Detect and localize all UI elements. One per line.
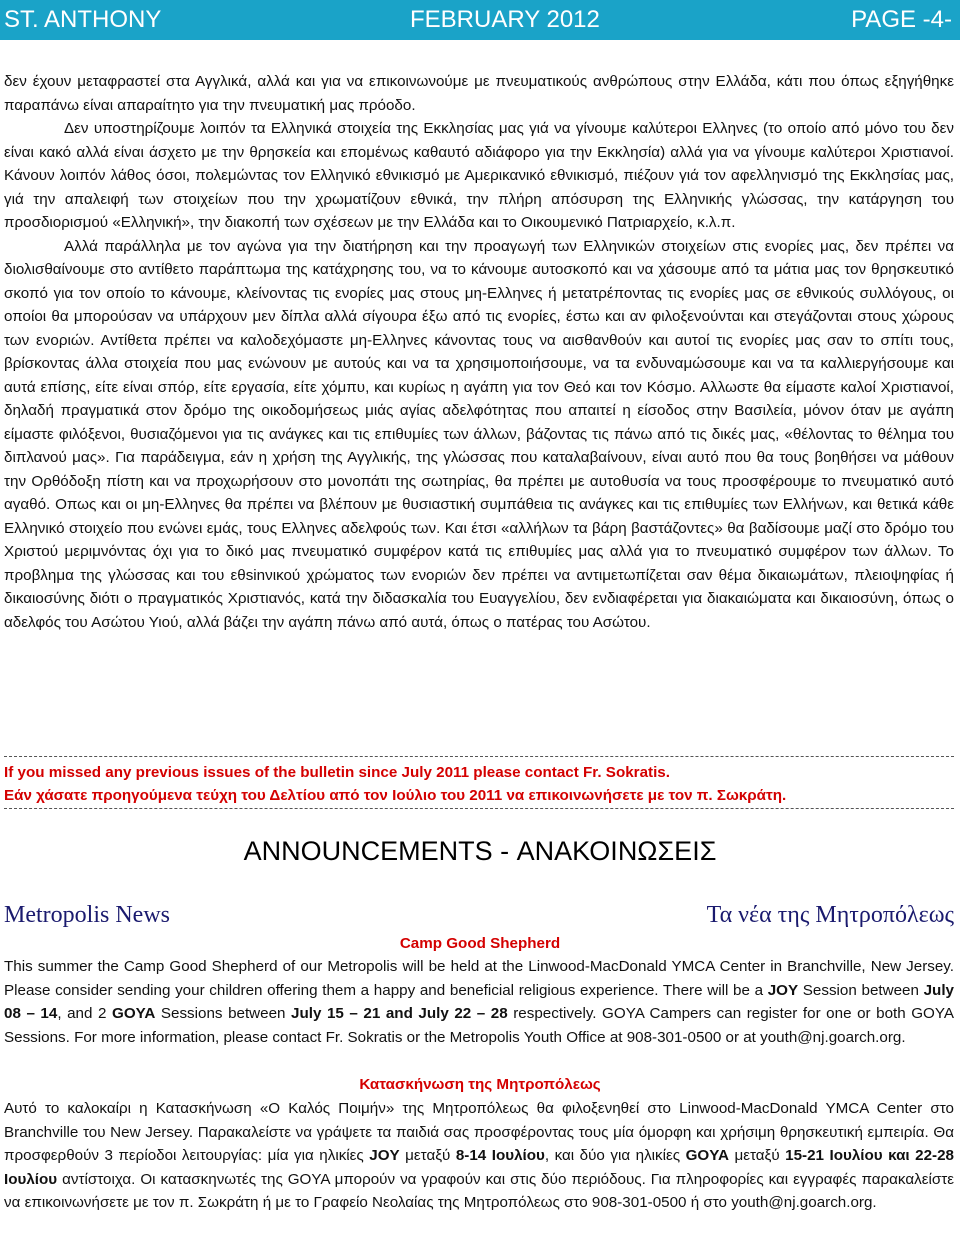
camp-body-english: This summer the Camp Good Shepherd of our Metropolis will be held at the Linwood-MacDonald YMCA Center in Branchville, New Jersey. Please consider sending your children offering them a happy and beneficial religious experience. There will be a JOY Session between July 08 – 14, and 2 GOYA Sessions between July 15 – 21 and July 22 – 28 respectively. GOYA Campers can register for one or both GOYA Sessions. For more information, please contact Fr. Sokratis or the Metropolis Youth Office at 908-301-0500 or at youth@nj.goarch.org. — [4, 958, 954, 1046]
article-paragraph-3: Αλλά παράλληλα με τον αγώνα για την διατήρηση και την προαγωγή των Ελληνικών στοιχείων στις ενορίες μας, δεν πρέπει να διολισθαίνουμε στο αντίθετο παράπτωμα της κατάχρησης του, να το κάνουμε αυτοσκοπό και να χάσουμε από τα μάτια μας τον θρησκευτικό σκοπό για τον οποίο το κάνουμε, κλείνοντας τις ενορίες μας στους μη-Ελληνες ή μετατρέποντας τις ενορίες μας σε εθνικούς συλλόγους, οι οποίοι θα μπορούσαν να υπάρχουν μεν δίπλα αλλά σίγουρα έξω από τις ενορίες, έστω και αν φιλοξενούνται και στεγάζονται στους χώρους των ενοριών. Αντίθετα πρέπει να καλοδεχόμαστε μη-Ελληνες κάνοντας τους να αισθανθούν και αυτοί τις ενορίες μας σαν το σπίτι τους, βρίσκοντας άλλα στοιχεία που μας ενώνουν με αυτούς και να τα χρησιμοποιήσουμε, να τα ενδυναμώσουμε και να τα καλλιεργήσουμε και αυτά επίσης, είτε είναι σπόρ, είτε εργασία, είτε χόμπυ, και κυρίως η αγάπη για τον Θεό και τον Κόσμο. Αλλωστε θα είμαστε καλοί Χριστιανοί, δηλαδή πραγματικά στον δρόμο της οικοδομήσεως μιάς αγίας αδελφότητας που απαιτεί η είσοδος στην Βασιλεία, μόνον όταν με αγάπη είμαστε φιλόξενοι, θυσιαζόμενοι για τις ανάγκες και τις επιθυμίες των άλλων, βάζοντας τις πάνω από τις δικές μας, «θέλοντας το θέλημα του διπλανού μας». Για παράδειγμα, εάν η χρήση της Αγγλικής, της γλώσσας που καταλαβαίνουν, είναι αυτό που θα τους βοηθήσει να μάθουν την Ορθόδοξη πίστη και να προχωρήσουν στο μονοπάτι της σωτηρίας, θα πρέπει με αυτοθυσία να τους προσφέρουμε το πνευματικό αυτό αγαθό. Οπως και οι μη-Ελληνες θα πρέπει να βλέπουν με θυσιαστική συμπάθεια τις ανάγκες και τις επιθυμίες των Ελλήνων, και θετικά κάθε Ελληνικό στοιχείο που ενώνει εμάς, τους Ελληνες αδελφούς των. Και έτσι «αλλήλων τα βάρη βαστάζοντες» θα βαδίσουμε μαζί στο δρόμο του Χριστού μεριμνόντας όχι για το δικό μας πνευματικό συμφέρον κατά τις επιθυμίες μας αλλά για το πνευματικό συμφέρον των άλλων. Το προβλημα της γλώσσας και του εθsinνικού χρώματος των ενοριών δεν πρέπει να αντιμετωπίζεται σαν θέμα δικαιωμάτων, πλειοψηφίας ή δικαιοσύνης διότι ο πραγματικός Χριστιανός, κατά την διδασκαλία του Ευαγγελίου, δεν ενδιαφέρεται για διακαιώματα και δικαιοσύνη, όπως ο αδελφός του Ασώτου Υιού, αλλά βάζει την αγάπη πάνω από αυτά, όπως ο πατέρας του Ασώτου. — [4, 237, 954, 631]
article-body — [4, 70, 954, 634]
page-header — [0, 0, 960, 40]
metropolis-news-english: Metropolis News — [4, 902, 170, 928]
camp-body-greek: Αυτό το καλοκαίρι η Κατασκήνωση «Ο Καλός Ποιμήν» της Μητροπόλεως θα φιλοξενηθεί στο Linwood-MacDonald YMCA Center στο Branchville του New Jersey. Παρακαλείστε να γράψετε τα παιδιά σας προσφέροντας τους μία όμορφη και χρήσιμη θρησκευτική εμπειρία. Θα προσφερθούν 3 περίοδοι λειτουργίας: μία για ηλικίες JOY μεταξύ 8-14 Ιουλίου, και δύο για ηλικίες GOYA μεταξύ 15-21 Ιουλίου και 22-28 Ιουλίου αντίστοιχα. Οι κατασκηνωτές της GOYA μπορούν να γραφούν και στις δύο περιόδους. Για πληροφορίες και εγγραφές παρακαλείστε να επικοινωνήσετε με τον π. Σωκράτη ή με το Γραφείο Νεολαίας της Μητροπόλεως στο 908-301-0500 ή στο youth@nj.goarch.org. — [4, 1100, 954, 1212]
article-paragraph-1: δεν έχουν μεταφραστεί στα Αγγλικά, αλλά και για να επικοινωνούμε με πνευματικούς ανθρώπους στην Ελλάδα, κάτι που όπως εξηγήθηκε παραπάνω είναι απαραίτητο για την πνευματική μας πρόοδο. — [4, 73, 954, 114]
notice-greek: Εάν χάσατε προηγούμενα τεύχη του Δελτίου από τον Ιούλιο του 2011 να επικοινωνήσετε με τον π. Σωκράτη. — [4, 787, 787, 804]
header-page-number: PAGE -4- — [851, 6, 952, 33]
notice-divider — [4, 808, 954, 809]
announcements-title: ANNOUNCEMENTS - ΑΝΑΚΟΙΝΩΣΕΙΣ — [243, 836, 717, 866]
section-divider — [4, 756, 954, 757]
header-issue-date: FEBRUARY 2012 — [410, 6, 600, 33]
article-paragraph-2: Δεν υποστηρίζουμε λοιπόν τα Ελληνικά στοιχεία της Εκκλησίας μας γιά να γίνουμε καλύτεροι Ελληνες (το οποίο από μόνο του δεν είναι κακό αλλά είναι άσχετο με την θρησκεία και επομένως καθαυτό αδιάφορο για την Εκκλησία) αλλά για να γίνουμε καλύτεροι Χριστιανοί. Κάνουν λοιπόν λάθος όσοι, πολεμώντας τον Ελληνικό εθνικισμό με Αμερικανικό εθνικισμό, πιέζουν γιά τον αφελληνισμό της Εκκλησίας μας, γιά την απαλειφή των στοιχείων που την χρωματίζουν εθνικά, την πλήρη απόσυρση της Ελληνικής γλώσσας, την κατάργηση του προσδιορισμού «Ελληνική», την διακοπή των σχέσεων με την Ελλάδα και το Οικουμενικό Πατριαρχείο, κ.λ.π. — [4, 120, 954, 231]
metropolis-news-heading — [4, 902, 954, 936]
header-parish-name: ST. ANTHONY — [4, 6, 162, 33]
camp-title-greek: Κατασκήνωση της Μητροπόλεως — [359, 1076, 601, 1093]
metropolis-news-greek: Τα νέα της Μητροπόλεως — [706, 902, 954, 928]
notice-english: If you missed any previous issues of the bulletin since July 2011 please contact Fr. Sokratis. — [4, 764, 670, 781]
camp-title-english: Camp Good Shepherd — [399, 935, 561, 952]
